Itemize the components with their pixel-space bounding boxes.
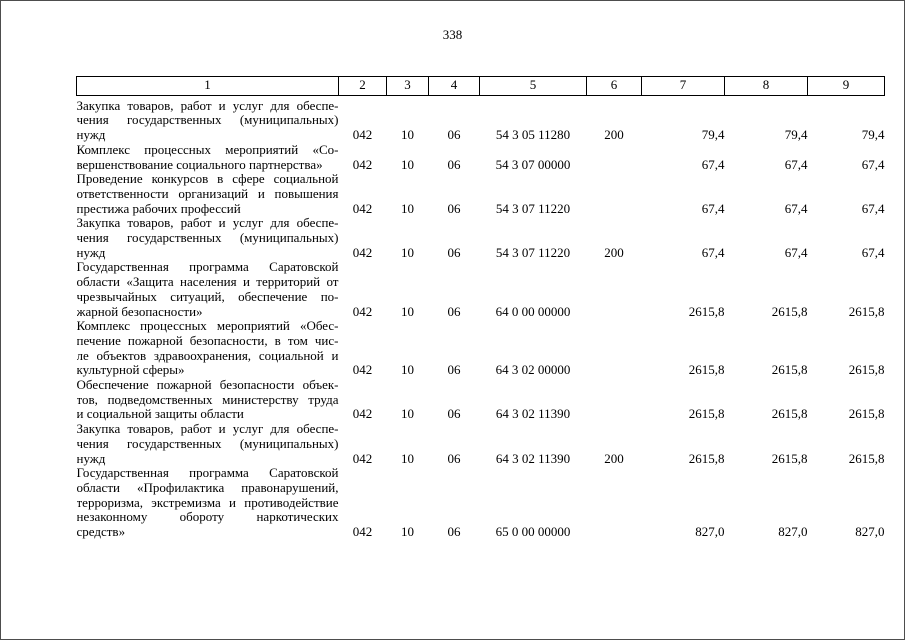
description-line: Комплекс процессных мероприятий «Со- [76, 142, 339, 157]
row-cell: 67,4 [861, 156, 885, 172]
row-cell [587, 172, 642, 216]
row-cell: 042 [352, 303, 373, 319]
row-cell: 042 [352, 524, 373, 540]
column-header: 6 [587, 77, 642, 96]
description-line: ле объектов здравоохранения, социальной и [76, 347, 339, 363]
column-header: 5 [480, 77, 587, 96]
row-cell: 042 [352, 244, 373, 260]
column-header: 8 [725, 77, 808, 96]
description-line: чения государственных (муниципальных) [76, 112, 339, 128]
row-cell: 10 [401, 156, 414, 172]
description-line: Закупка товаров, работ и услуг для обеспе- [76, 216, 339, 231]
row-cell: 10 [401, 244, 414, 260]
row-description [77, 95, 339, 143]
description-line: области «Защита населения и территорий от [76, 274, 339, 290]
row-cell: 64 3 02 11390 [495, 406, 571, 422]
row-cell: 06 [447, 362, 461, 378]
description-line: ответственности организаций и повышения [76, 185, 339, 201]
table-row [77, 260, 885, 319]
description-line: Государственная программа Саратовской [76, 466, 339, 481]
row-cell: 042 [352, 362, 373, 378]
row-cell [587, 319, 642, 378]
row-cell: 67,4 [861, 244, 885, 260]
row-cell: 65 0 00 00000 [495, 524, 571, 540]
description-line: и социальной защиты области [76, 406, 244, 422]
row-cell: 827,0 [695, 524, 725, 540]
description-line: нужд [76, 244, 106, 260]
description-line: средств» [76, 524, 126, 540]
description-line: чения государственных (муниципальных) [76, 230, 339, 246]
row-description [77, 378, 339, 422]
table-header-row [77, 77, 885, 96]
description-line: чения государственных (муниципальных) [76, 435, 339, 451]
row-cell: 10 [401, 524, 414, 540]
row-cell: 2615,8 [771, 303, 808, 319]
row-description [77, 216, 339, 260]
row-cell: 79,4 [784, 127, 808, 143]
row-cell [587, 260, 642, 319]
description-line: Закупка товаров, работ и услуг для обеспе- [76, 422, 339, 437]
description-line: культурной сферы» [76, 362, 185, 378]
row-cell: 2615,8 [688, 303, 725, 319]
table-row [77, 319, 885, 378]
row-cell: 79,4 [701, 127, 725, 143]
row-cell: 54 3 07 11220 [495, 244, 571, 260]
description-line: вершенствование социального партнерства» [76, 156, 323, 172]
row-cell: 54 3 07 00000 [495, 156, 571, 172]
description-line: Проведение конкурсов в сфере социальной [76, 172, 339, 187]
row-cell: 54 3 05 11280 [495, 127, 571, 143]
row-cell: 2615,8 [688, 362, 725, 378]
row-cell: 79,4 [861, 127, 885, 143]
row-cell: 64 0 00 00000 [495, 303, 571, 319]
description-line: нужд [76, 450, 106, 466]
row-cell: 67,4 [784, 244, 808, 260]
column-header: 7 [642, 77, 725, 96]
row-cell [587, 378, 642, 422]
row-cell: 827,0 [855, 524, 885, 540]
row-cell: 2615,8 [771, 406, 808, 422]
row-description [77, 319, 339, 378]
row-description [77, 422, 339, 466]
row-cell [587, 466, 642, 540]
row-cell: 2615,8 [771, 362, 808, 378]
description-line: жарной безопасности» [76, 303, 203, 319]
row-cell: 2615,8 [688, 450, 725, 466]
budget-table [76, 76, 885, 540]
row-description [77, 466, 339, 540]
row-cell: 2615,8 [771, 450, 808, 466]
description-line: терроризма, экстремизма и противодействие [76, 494, 339, 510]
row-cell: 06 [447, 524, 461, 540]
row-cell: 10 [401, 362, 414, 378]
row-description [77, 143, 339, 172]
row-cell: 200 [604, 450, 624, 466]
description-line: Комплекс процессных мероприятий «Обес- [76, 319, 339, 334]
description-line: тов, подведомственных министерству труда [76, 391, 339, 407]
row-cell: 200 [604, 127, 624, 143]
row-cell: 827,0 [778, 524, 808, 540]
table-row [77, 216, 885, 260]
row-cell: 67,4 [701, 244, 725, 260]
row-cell: 54 3 07 11220 [495, 200, 571, 216]
table-header [77, 77, 885, 96]
description-line: Обеспечение пожарной безопасности объек- [76, 378, 339, 393]
row-description [77, 260, 339, 319]
row-cell: 06 [447, 244, 461, 260]
row-cell: 2615,8 [688, 406, 725, 422]
row-cell: 2615,8 [848, 406, 885, 422]
row-cell: 67,4 [861, 200, 885, 216]
description-line: Закупка товаров, работ и услуг для обеспе- [76, 97, 339, 113]
description-line: чрезвычайных ситуаций, обеспечение по- [76, 288, 339, 304]
description-line: области «Профилактика правонарушений, [76, 479, 339, 495]
row-cell: 042 [352, 127, 373, 143]
row-cell: 67,4 [701, 156, 725, 172]
row-cell: 06 [447, 406, 461, 422]
description-line: незаконному обороту наркотических [76, 509, 339, 525]
row-cell: 042 [352, 156, 373, 172]
row-cell: 200 [604, 244, 624, 260]
page-number: 338 [442, 27, 463, 42]
row-cell: 042 [352, 406, 373, 422]
table-row [77, 378, 885, 422]
description-line: нужд [76, 127, 106, 143]
table-row [77, 466, 885, 540]
row-cell: 06 [447, 450, 461, 466]
table-body [77, 95, 885, 540]
description-line: престижа рабочих профессий [76, 200, 241, 216]
row-cell: 2615,8 [848, 303, 885, 319]
row-cell: 10 [401, 127, 414, 143]
row-cell: 06 [447, 200, 461, 216]
row-cell: 06 [447, 127, 461, 143]
row-cell: 042 [352, 200, 373, 216]
row-cell: 2615,8 [848, 362, 885, 378]
row-cell: 67,4 [701, 200, 725, 216]
row-cell: 2615,8 [848, 450, 885, 466]
table-row [77, 172, 885, 216]
table-row [77, 95, 885, 143]
row-cell: 042 [352, 450, 373, 466]
column-header: 4 [429, 77, 480, 96]
row-cell: 67,4 [784, 200, 808, 216]
row-cell: 10 [401, 406, 414, 422]
row-description [77, 172, 339, 216]
row-cell [587, 143, 642, 172]
column-header: 9 [808, 77, 885, 96]
row-cell: 10 [401, 303, 414, 319]
row-cell: 06 [447, 156, 461, 172]
row-cell: 06 [447, 303, 461, 319]
description-line: Государственная программа Саратовской [76, 260, 339, 275]
row-cell: 64 3 02 11390 [495, 450, 571, 466]
row-cell: 10 [401, 450, 414, 466]
column-header: 3 [387, 77, 429, 96]
row-cell: 67,4 [784, 156, 808, 172]
row-cell: 64 3 02 00000 [495, 362, 571, 378]
row-cell: 10 [401, 200, 414, 216]
table-row [77, 422, 885, 466]
description-line: печение пожарной безопасности, в том чис- [76, 332, 339, 348]
column-header: 1 [77, 77, 339, 96]
column-header: 2 [339, 77, 387, 96]
table-row [77, 143, 885, 172]
